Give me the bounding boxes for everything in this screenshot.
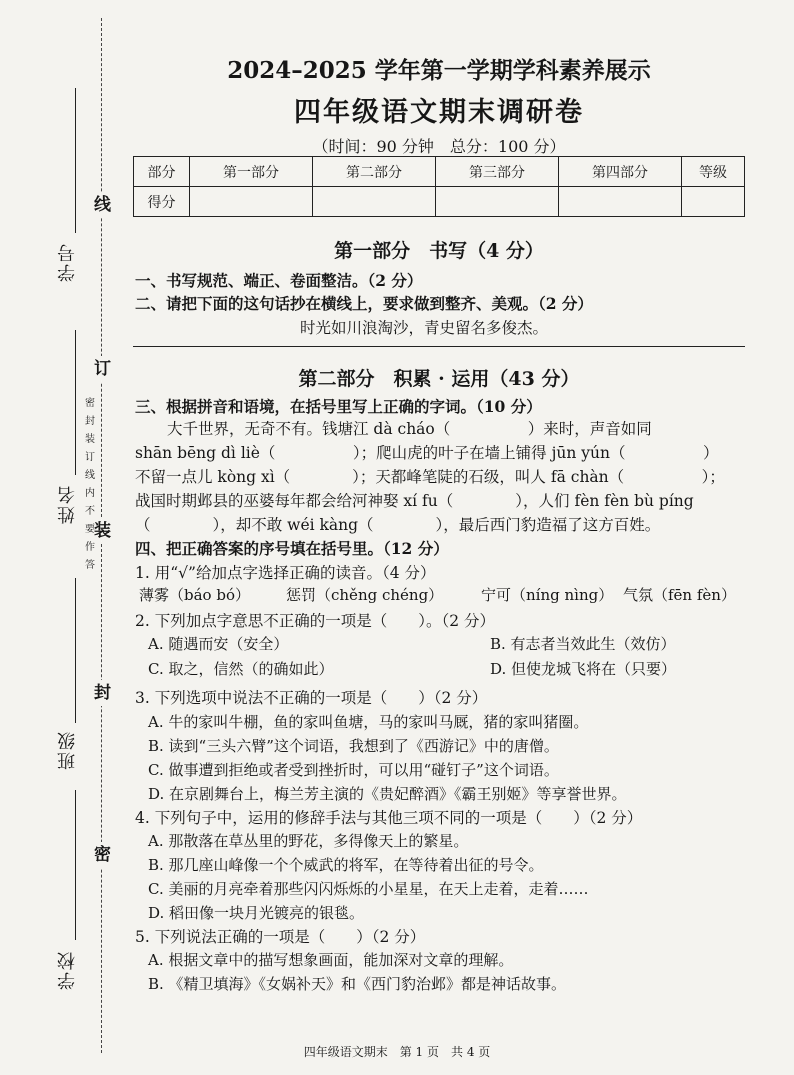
q4-1-item[interactable]: 惩罚（chěng chéng） (286, 586, 444, 604)
score-header-cell: 第四部分 (559, 157, 682, 187)
field-label-school: 学校 (57, 950, 78, 990)
q4-4-option-a[interactable]: A. 那散落在草丛里的野花，多得像天上的繁星。 (148, 832, 469, 850)
q4-2-option-a[interactable]: A. 随遇而安（安全） (148, 635, 289, 653)
q4-1-stem: 1. 用“√”给加点字选择正确的读音。（4 分） (135, 564, 436, 582)
question-1: 一、书写规范、端正、卷面整洁。（2 分） (135, 271, 423, 290)
q3-line-5: （ ），却不敢 wéi kàng（ ），最后西门豹造福了这方百姓。 (135, 516, 661, 534)
score-table-score-row (134, 187, 745, 217)
page-footer: 四年级语文期末 第 1 页 共 4 页 (303, 1045, 491, 1059)
q4-3-stem: 3. 下列选项中说法不正确的一项是（ ）（2 分） (135, 689, 488, 707)
question-3: 三、根据拼音和语境，在括号里写上正确的字词。（10 分） (135, 397, 542, 416)
score-cell[interactable] (313, 187, 436, 217)
q3-line-1: 大千世界，无奇不有。钱塘江 dà cháo（ ）来时，声音如同 (167, 420, 652, 438)
q4-2-stem: 2. 下列加点字意思不正确的一项是（ ）。（2 分） (135, 612, 496, 630)
part1-heading: 第一部分 书写（4 分） (334, 240, 544, 262)
copy-writing-line[interactable] (133, 346, 745, 347)
score-header-cell: 第三部分 (436, 157, 559, 187)
q4-5-stem: 5. 下列说法正确的一项是（ ）（2 分） (135, 928, 426, 946)
q4-1-item[interactable]: 气氛（fēn fèn） (623, 586, 736, 604)
q4-3-option-a[interactable]: A. 牛的家叫牛棚，鱼的家叫鱼塘，马的家叫马厩，猪的家叫猪圈。 (148, 713, 589, 731)
field-label-name: 姓名 (57, 484, 78, 524)
part2-heading: 第二部分 积累 · 运用（43 分） (298, 368, 580, 390)
score-table-header-row (134, 157, 745, 187)
score-header-cell: 等级 (682, 157, 745, 187)
q4-1-item[interactable]: 薄雾（báo bó） (139, 586, 250, 604)
q4-2-option-d[interactable]: D. 但使龙城飞将在（只要） (490, 660, 677, 678)
q4-3-option-c[interactable]: C. 做事遭到拒绝或者受到挫折时，可以用“碰钉子”这个词语。 (148, 761, 559, 779)
score-cell[interactable] (436, 187, 559, 217)
q4-4-option-b[interactable]: B. 那几座山峰像一个个威武的将军，在等待着出征的号令。 (148, 856, 544, 874)
copy-sentence: 时光如川浪淘沙，青史留名多俊杰。 (300, 319, 549, 337)
binding-label-ding: 订 (94, 356, 111, 382)
exam-info: （时间：90 分钟 总分：100 分） (312, 137, 566, 156)
q4-5-option-a[interactable]: A. 根据文章中的描写想象画面，能加深对文章的理解。 (148, 951, 514, 969)
binding-margin (0, 0, 130, 1075)
q4-3-option-d[interactable]: D. 在京剧舞台上，梅兰芳主演的《贵妃醉酒》《霸王别姬》等享誉世界。 (148, 785, 627, 803)
q3-line-2: shān bēng dì liè（ ）；爬山虎的叶子在墙上铺得 jūn yún（ ） (135, 444, 719, 462)
student-id-line[interactable] (75, 88, 76, 233)
binding-label-zhuang: 装 (94, 518, 111, 544)
q4-2-option-c[interactable]: C. 取之，信然（的确如此） (148, 660, 334, 678)
q3-line-3: 不留一点儿 kòng xì（ ）；天都峰笔陡的石级，叫人 fā chàn（ ）； (135, 468, 725, 486)
binding-warning: 密封装订线内不要作答 (85, 398, 95, 571)
binding-label-mi: 密 (94, 842, 111, 868)
school-line[interactable] (75, 790, 76, 940)
score-cell[interactable] (682, 187, 745, 217)
name-line[interactable] (75, 330, 76, 475)
binding-label-feng: 封 (94, 680, 111, 706)
q4-5-option-b[interactable]: B. 《精卫填海》《女娲补天》和《西门豹治邺》都是神话故事。 (148, 975, 567, 993)
q3-line-4: 战国时期邺县的巫婆每年都会给河神娶 xí fu（ ），人们 fèn fèn bù píng (135, 492, 694, 510)
class-line[interactable] (75, 578, 76, 723)
question-4: 四、把正确答案的序号填在括号里。（12 分） (135, 539, 449, 558)
binding-label-xian: 线 (94, 192, 111, 218)
q4-2-option-b[interactable]: B. 有志者当效此生（效仿） (490, 635, 676, 653)
q4-1-item[interactable]: 宁可（níng nìng） (481, 586, 614, 604)
q4-4-option-d[interactable]: D. 稻田像一块月光镀亮的银毯。 (148, 904, 365, 922)
exam-subtitle: 四年级语文期末调研卷 (294, 97, 584, 128)
score-header-cell: 第二部分 (313, 157, 436, 187)
score-header-cell: 部分 (134, 157, 190, 187)
question-2: 二、请把下面的这句话抄在横线上，要求做到整齐、美观。（2 分） (135, 294, 593, 313)
score-header-cell: 第一部分 (190, 157, 313, 187)
score-table (133, 156, 745, 217)
q4-4-stem: 4. 下列句子中，运用的修辞手法与其他三项不同的一项是（ ）（2 分） (135, 809, 643, 827)
exam-title: 2024–2025 学年第一学期学科素养展示 (227, 57, 651, 84)
field-label-class: 班级 (57, 730, 78, 770)
score-row-label: 得分 (134, 187, 190, 217)
score-cell[interactable] (190, 187, 313, 217)
field-label-student-id: 学号 (57, 242, 78, 282)
q4-3-option-b[interactable]: B. 读到“三头六臂”这个词语，我想到了《西游记》中的唐僧。 (148, 737, 559, 755)
q4-4-option-c[interactable]: C. 美丽的月亮牵着那些闪闪烁烁的小星星，在天上走着，走着…… (148, 880, 589, 898)
score-cell[interactable] (559, 187, 682, 217)
